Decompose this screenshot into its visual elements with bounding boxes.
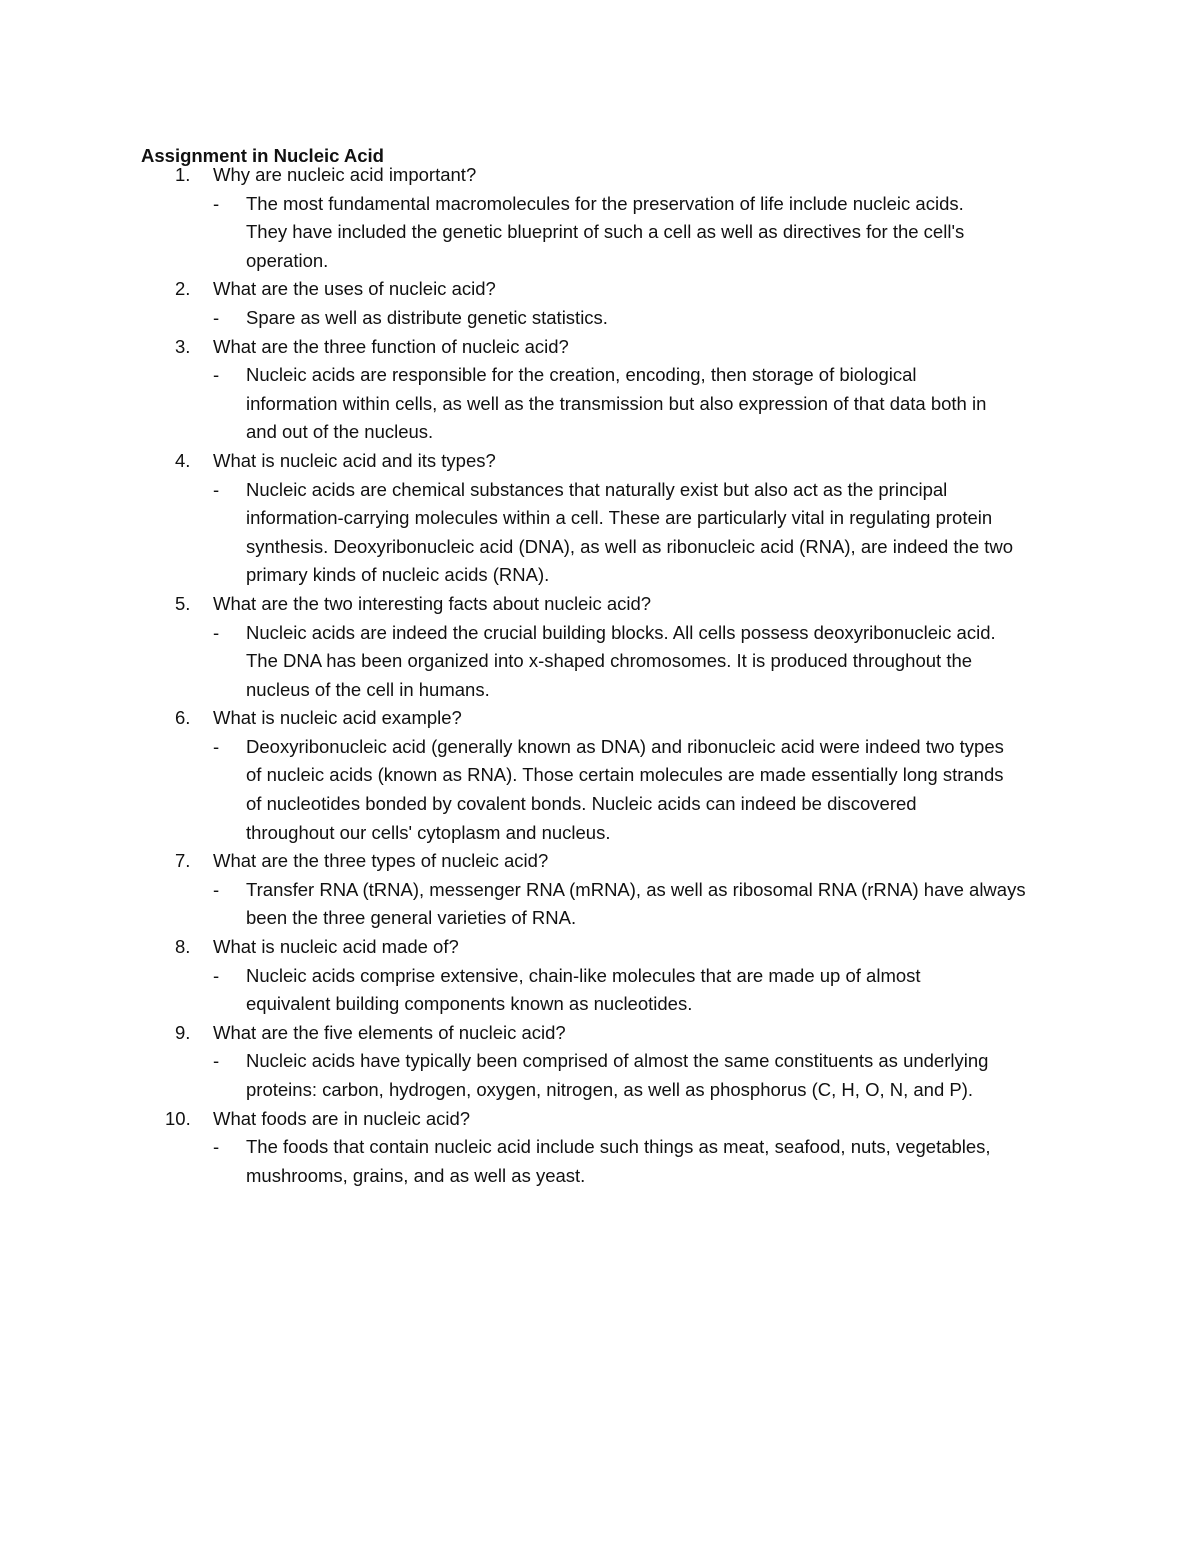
question-text: Why are nucleic acid important?: [213, 164, 477, 185]
answer-row: [0, 619, 1200, 705]
answer-row: [0, 304, 1200, 333]
question-row: [0, 447, 1200, 476]
answer-text: Transfer RNA (tRNA), messenger RNA (mRNA), as well as ribosomal RNA (rRNA) have always been the three general varieties of RNA.: [246, 878, 1026, 929]
answer-text: Deoxyribonucleic acid (generally known as DNA) and ribonucleic acid were indeed two types of nucleic acids (known as RNA). Those certain molecules are made essentially long strands of nucleotides bonded by covalent bonds. Nucleic acids can indeed be discovered throughout our cells' cytoplasm and nucleus.: [246, 735, 1004, 843]
question-text: What are the three types of nucleic acid?: [213, 850, 549, 872]
answer-row: [0, 1133, 1200, 1190]
answer-text: Nucleic acids are responsible for the creation, encoding, then storage of biological information within cells, as well as the transmission but also expression of that data both in and out of the nucleus.: [246, 364, 987, 443]
question-item-8: [0, 933, 1200, 1019]
answer-text: The most fundamental macromolecules for the preservation of life include nucleic acids. They have included the genetic blueprint of such a cell as well as directives for the cell's operation.: [246, 192, 965, 271]
question-row: [0, 704, 1200, 733]
question-row: [0, 1019, 1200, 1048]
answer-dash: -: [213, 735, 220, 757]
question-number: 1.: [175, 164, 191, 185]
question-row: [0, 933, 1200, 962]
answer-dash: -: [213, 306, 220, 328]
answer-dash: -: [213, 878, 220, 900]
answer-text: Spare as well as distribute genetic statistics.: [246, 306, 608, 328]
answer-text: Nucleic acids are chemical substances that naturally exist but also act as the principal information-carrying molecules within a cell. These are particularly vital in regulating protein synthesis. Deoxyribonucleic acid (DNA), as well as ribonucleic acid (RNA), are indeed the two primary kinds of nucleic acids (RNA).: [246, 478, 1014, 586]
question-item-5: [0, 590, 1200, 704]
question-item-4: [0, 447, 1200, 590]
question-number: 3.: [175, 335, 191, 357]
document-title: Assignment in Nucleic Acid: [141, 145, 384, 166]
question-text: What is nucleic acid and its types?: [213, 449, 496, 471]
question-item-10: [0, 1105, 1200, 1191]
answer-dash: -: [213, 364, 220, 386]
question-number: 5.: [175, 592, 191, 614]
question-number: 6.: [175, 707, 191, 729]
question-item-7: [0, 847, 1200, 933]
question-item-6: [0, 704, 1200, 847]
question-number: 8.: [175, 936, 191, 958]
answer-dash: -: [213, 1136, 220, 1158]
answer-text: Nucleic acids have typically been comprised of almost the same constituents as underlying proteins: carbon, hydrogen, oxygen, nitrogen, as well as phosphorus (C, H, O, N, and P).: [246, 1050, 989, 1100]
answer-dash: -: [213, 621, 220, 643]
question-row: [0, 847, 1200, 876]
question-item-3: [0, 333, 1200, 447]
question-text: What is nucleic acid made of?: [213, 936, 459, 958]
question-number: 9.: [175, 1021, 191, 1043]
answer-text: Nucleic acids are indeed the crucial building blocks. All cells possess deoxyribonucleic acid. The DNA has been organized into x-shaped chromosomes. It is produced throughout the nucleus of the cell in humans.: [246, 621, 996, 700]
question-row: [0, 1105, 1200, 1134]
answer-row: [0, 962, 1200, 1019]
question-number: 7.: [175, 850, 191, 872]
answer-dash: -: [213, 1050, 220, 1072]
answer-row: [0, 190, 1200, 276]
answer-dash: -: [213, 478, 220, 500]
answer-row: [0, 476, 1200, 590]
question-number: 4.: [175, 449, 191, 471]
answer-dash: -: [213, 964, 220, 986]
question-text: What are the three function of nucleic acid?: [213, 335, 569, 357]
answer-row: [0, 876, 1200, 933]
question-text: What foods are in nucleic acid?: [213, 1107, 471, 1129]
answer-row: [0, 361, 1200, 447]
question-row: [0, 161, 1200, 190]
answer-text: The foods that contain nucleic acid include such things as meat, seafood, nuts, vegetables, mushrooms, grains, and as well as yeast.: [246, 1136, 991, 1186]
question-number: 10.: [165, 1107, 191, 1129]
question-item-2: [0, 275, 1200, 332]
question-list: [0, 161, 1200, 1190]
question-item-1: [0, 161, 1200, 275]
answer-row: [0, 733, 1200, 847]
question-text: What are the two interesting facts about nucleic acid?: [213, 592, 652, 614]
question-text: What are the five elements of nucleic acid?: [213, 1021, 566, 1043]
question-row: [0, 590, 1200, 619]
question-row: [0, 275, 1200, 304]
question-text: What is nucleic acid example?: [213, 707, 462, 729]
answer-text: Nucleic acids comprise extensive, chain-like molecules that are made up of almost equivalent building components known as nucleotides.: [246, 964, 921, 1015]
answer-row: [0, 1047, 1200, 1104]
answer-dash: -: [213, 192, 220, 214]
question-row: [0, 333, 1200, 362]
question-item-9: [0, 1019, 1200, 1105]
question-number: 2.: [175, 278, 191, 300]
question-text: What are the uses of nucleic acid?: [213, 278, 496, 300]
